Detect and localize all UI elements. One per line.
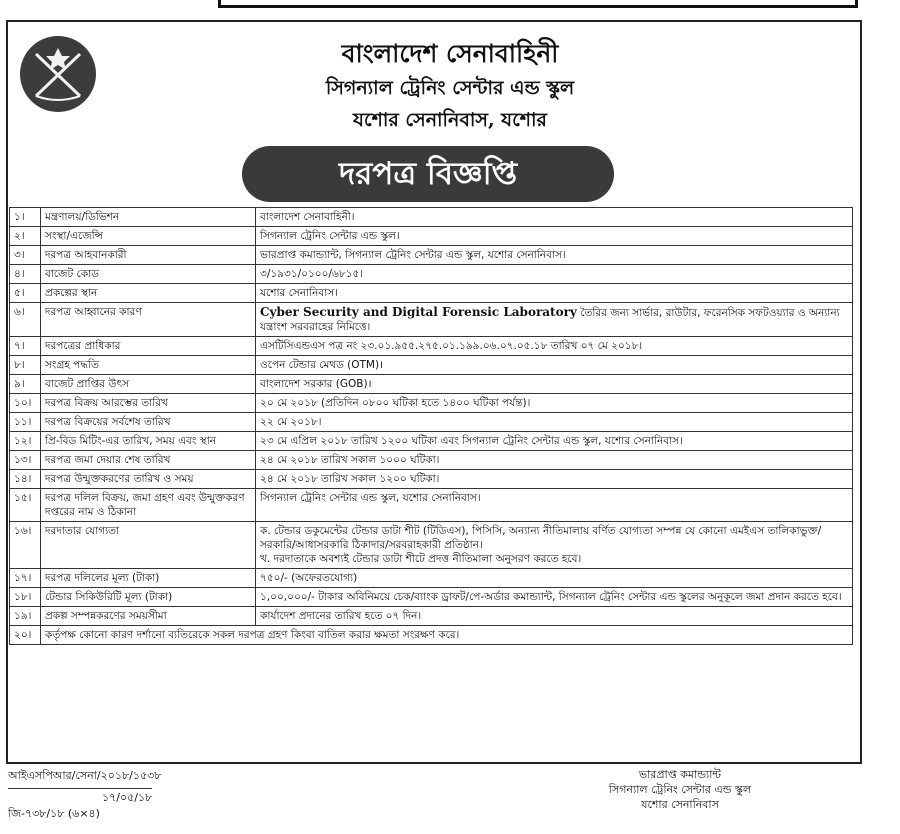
row-label: বাজেট কোড — [41, 265, 256, 284]
signatory-location: যশোর সেনানিবাস — [641, 798, 719, 811]
row-number: ৯। — [10, 375, 41, 394]
row-label: সংস্থা/এজেন্সি — [41, 227, 256, 246]
row-value: যশোর সেনানিবাস। — [256, 284, 853, 303]
row-value: ৭৫০/- (অফেরতযোগ্য) — [256, 569, 853, 588]
row-value: ২২ মে ২০১৮। — [256, 413, 853, 432]
row-label: দরপত্র জমা দেয়ার শেষ তারিখ — [41, 451, 256, 470]
row-value: বাংলাদেশ সরকার (GOB)। — [256, 375, 853, 394]
table-row — [10, 569, 853, 588]
table-row — [10, 432, 853, 451]
row-number: ৭। — [10, 337, 41, 356]
table-row — [10, 208, 853, 227]
row-number: ১৯। — [10, 607, 41, 626]
row-number: ৫। — [10, 284, 41, 303]
table-row — [10, 607, 853, 626]
row-number: ১৫। — [10, 489, 41, 522]
row-number: ১৪। — [10, 470, 41, 489]
row-value: ওপেন টেন্ডার মেথড (OTM)। — [256, 356, 853, 375]
row-number: ২। — [10, 227, 41, 246]
row-number: ১২। — [10, 432, 41, 451]
row-value: বাংলাদেশ সেনাবাহিনী। — [256, 208, 853, 227]
row-label: দরদাতার যোগ্যতা — [41, 522, 256, 569]
table-row — [10, 246, 853, 265]
row-label: দরপত্র আহ্বানের কারণ — [41, 303, 256, 337]
row-label: সংগ্রহ পদ্ধতি — [41, 356, 256, 375]
unit-name: সিগন্যাল ট্রেনিং সেন্টার এন্ড স্কুল — [325, 77, 575, 99]
reference-block — [8, 767, 161, 808]
row-value — [256, 303, 853, 337]
row-value: ২৪ মে ২০১৮ তারিখ সকাল ১০০০ ঘটিকা। — [256, 451, 853, 470]
row-value: এসটিসিএন্ডএস পত্র নং ২৩.০১.৯৫৫.২৭৫.০১.১৯৯.০৬.০৭.০৫.১৮ তারিখ ০৭ মে ২০১৮। — [256, 337, 853, 356]
row-value-text: তৈরির জন্য সার্ভার, রাউটার, ফরেনসিক সফটওয়্যার ও অন্যান্য যন্ত্রাংশ সরবরাহের নিমিত্তে। — [260, 307, 840, 333]
row-number: ১১। — [10, 413, 41, 432]
row-label: দরপত্র আহবানকারী — [41, 246, 256, 265]
table-row — [10, 356, 853, 375]
lab-name-en: Cyber Security and Digital Forensic Laboratory — [260, 305, 577, 319]
row-value: ৩/১৯৩১/০১০০/৬৮১৫। — [256, 265, 853, 284]
table-row — [10, 375, 853, 394]
table-row — [10, 522, 853, 569]
reference-date: ১৭/০৫/১৮ — [8, 788, 152, 808]
row-number: ২০। — [10, 626, 41, 645]
row-label: টেন্ডার সিকিউরিটি মূল্য (টাকা) — [41, 588, 256, 607]
row-number: ১৬। — [10, 522, 41, 569]
table-row — [10, 588, 853, 607]
row-label: দরপত্রের প্রাধিকার — [41, 337, 256, 356]
table-row — [10, 265, 853, 284]
notice-title: দরপত্র বিজ্ঞপ্তি — [242, 146, 614, 202]
table-row — [10, 413, 853, 432]
dfp-reference: জি-৭৩৮/১৮ (৬×৪) — [8, 807, 100, 820]
row-label: দরপত্র দলিল বিক্রয়, জমা গ্রহণ এবং উন্মুক্তকরণ দপ্তরের নাম ও ঠিকানা — [41, 489, 256, 522]
table-row — [10, 489, 853, 522]
row-value: কার্যাদেশ প্রদানের তারিখ হতে ০৭ দিন। — [256, 607, 853, 626]
table-row — [10, 303, 853, 337]
row-label: মন্ত্রণালয়/ডিভিশন — [41, 208, 256, 227]
row-value: কর্তৃপক্ষ কোনো কারণ দর্শানো ব্যতিরেকে সকল দরপত্র গ্রহণ কিংবা বাতিল করার ক্ষমতা সংরক্ষণ করে। — [41, 626, 853, 645]
row-number: ৮। — [10, 356, 41, 375]
row-number: ১৮। — [10, 588, 41, 607]
ispr-reference: আইএসপিআর/সেনা/২০১৮/১৫৩৮ — [8, 769, 162, 782]
row-label: বাজেট প্রাপ্তির উৎস — [41, 375, 256, 394]
signature-block — [560, 767, 800, 812]
row-label: প্রকল্পের স্থান — [41, 284, 256, 303]
qualification-a: ক. টেন্ডার ডকুমেন্টের টেন্ডার ডাটা শীট (টিডিএস), পিসিসি, অন্যান্য নীতিমালায় বর্ণিত যোগ্যতা সম্পন্ন যে কোনো এমইএস তালিকাভুক্ত/সরকারি/আধাসরকারি ঠিকাদার/সরবরাহকারী প্রতিষ্ঠান। — [260, 525, 822, 551]
row-number: ১৭। — [10, 569, 41, 588]
row-label: দরপত্র বিক্রয় আরম্ভের তারিখ — [41, 394, 256, 413]
location-name: যশোর সেনানিবাস, যশোর — [353, 109, 547, 131]
row-number: ৬। — [10, 303, 41, 337]
tender-details-table — [9, 207, 853, 645]
table-row — [10, 284, 853, 303]
table-row — [10, 227, 853, 246]
row-label: দরপত্র দলিলের মূল্য (টাকা) — [41, 569, 256, 588]
row-number: ১৩। — [10, 451, 41, 470]
row-value — [256, 522, 853, 569]
table-row — [10, 470, 853, 489]
table-row — [10, 394, 853, 413]
table-row — [10, 626, 853, 645]
row-value: সিগন্যাল ট্রেনিং সেন্টার এন্ড স্কুল, যশোর সেনানিবাস। — [256, 489, 853, 522]
row-value: ২০ মে ২০১৮ (প্রতিদিন ০৮০০ ঘটিকা হতে ১৪০০ ঘটিকা পর্যন্ত)। — [256, 394, 853, 413]
qualification-b: খ. দরদাতাকে অবশ্যই টেন্ডার ডাটা শীটে প্রদত্ত নীতিমালা অনুসরণ করতে হবে। — [260, 553, 582, 565]
row-label: দরপত্র উন্মুক্তকরণের তারিখ ও সময় — [41, 470, 256, 489]
signatory-title: ভারপ্রাপ্ত কমান্ড্যান্ট — [638, 768, 722, 781]
row-number: ৩। — [10, 246, 41, 265]
table-row — [10, 451, 853, 470]
row-value: সিগন্যাল ট্রেনিং সেন্টার এন্ড স্কুল। — [256, 227, 853, 246]
row-number: ৪। — [10, 265, 41, 284]
row-label: দরপত্র বিক্রয়ের সর্বশেষ তারিখ — [41, 413, 256, 432]
row-label: প্রি-বিড মিটিং-এর তারিখ, সময় এবং স্থান — [41, 432, 256, 451]
row-value: ১,০০,০০০/- টাকার অবিনিময়ে চেক/ব্যাংক ড্রাফট/পে-অর্ডার কমান্ড্যান্ট, সিগন্যাল ট্রেনিং সেন্টার এন্ড স্কুলের অনুকূলে জমা প্রদান করতে হবে। — [256, 588, 853, 607]
row-number: ১০। — [10, 394, 41, 413]
row-value: ২৪ মে ২০১৮ তারিখ সকাল ১২০০ ঘটিকা। — [256, 470, 853, 489]
org-name: বাংলাদেশ সেনাবাহিনী — [341, 39, 559, 68]
row-value: ২৩ মে এপ্রিল ২০১৮ তারিখ ১২০০ ঘটিকা এবং সিগন্যাল ট্রেনিং সেন্টার এন্ড স্কুল, যশোর সেনানিবাস। — [256, 432, 853, 451]
row-value: ভারপ্রাপ্ত কমান্ড্যান্ট, সিগন্যাল ট্রেনিং সেন্টার এন্ড স্কুল, যশোর সেনানিবাস। — [256, 246, 853, 265]
table-row — [10, 337, 853, 356]
top-border-bar — [218, 0, 858, 8]
signatory-unit: সিগন্যাল ট্রেনিং সেন্টার এন্ড স্কুল — [608, 783, 752, 796]
row-label: প্রকল্প সম্পন্নকরণের সময়সীমা — [41, 607, 256, 626]
row-number: ১। — [10, 208, 41, 227]
